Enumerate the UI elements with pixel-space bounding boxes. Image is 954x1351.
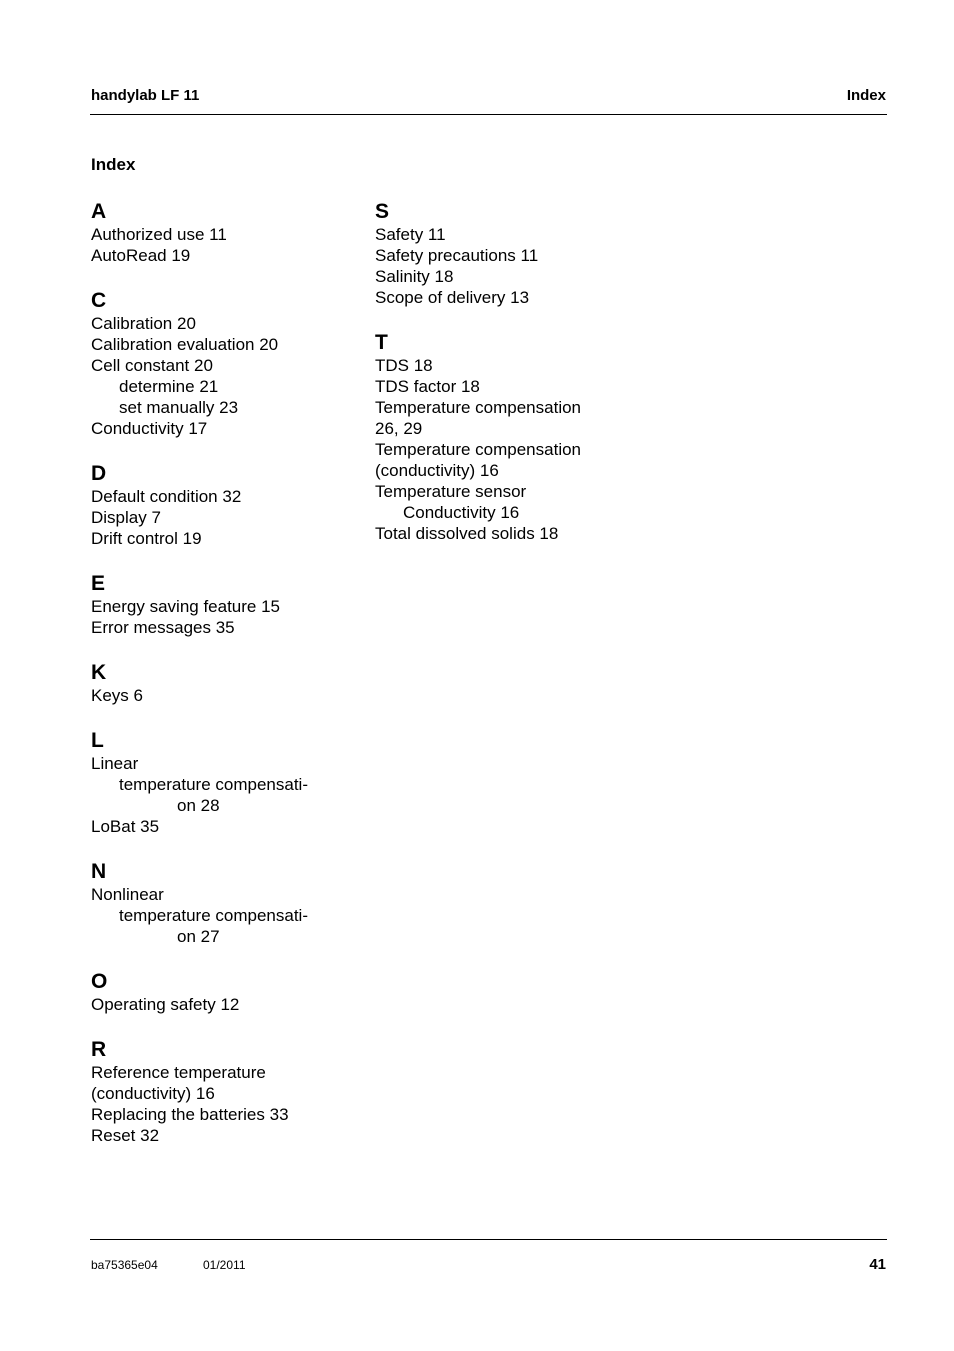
index-entry: Drift control 19: [91, 529, 202, 548]
index-entry: temperature compensati-: [119, 906, 308, 925]
index-entry: Nonlinear: [91, 885, 164, 904]
index-section: [91, 858, 341, 947]
index-entry: Error messages 35: [91, 618, 235, 637]
index-entry: Calibration evaluation 20: [91, 335, 279, 354]
index-entry: Calibration 20: [91, 314, 196, 333]
index-letter-heading: L: [91, 729, 104, 752]
index-entry: (conductivity) 16: [375, 461, 499, 480]
index-entry: TDS factor 18: [375, 377, 480, 396]
index-entry: temperature compensati-: [119, 775, 308, 794]
index-letter-heading: D: [91, 462, 107, 485]
index-letter-heading: O: [91, 970, 108, 993]
document-date: 01/2011: [203, 1258, 246, 1272]
index-letter-heading: C: [91, 289, 107, 312]
index-entry: Energy saving feature 15: [91, 597, 281, 616]
index-section: [91, 570, 341, 638]
index-entry: on 28: [177, 796, 220, 815]
index-entry: Default condition 32: [91, 487, 242, 506]
index-entry: Keys 6: [91, 686, 143, 705]
index-letter-heading: N: [91, 860, 107, 883]
index-letter-heading: R: [91, 1038, 107, 1061]
index-entry: Conductivity 17: [91, 419, 208, 438]
index-entry: Temperature compensation: [375, 440, 582, 459]
index-section: [91, 968, 341, 1015]
index-entry: Reference temperature: [91, 1063, 266, 1082]
index-entry: Scope of delivery 13: [375, 288, 530, 307]
index-letter-heading: K: [91, 661, 107, 684]
index-entry: (conductivity) 16: [91, 1084, 215, 1103]
index-entry: set manually 23: [119, 398, 239, 417]
index-section: [375, 329, 625, 544]
index-section: [91, 198, 341, 266]
index-section: [91, 460, 341, 549]
index-entry: Salinity 18: [375, 267, 454, 286]
index-entry: Safety precautions 11: [375, 246, 539, 265]
index-entry: Cell constant 20: [91, 356, 213, 375]
index-entry: AutoRead 19: [91, 246, 191, 265]
index-entry: Reset 32: [91, 1126, 160, 1145]
index-column-right: [375, 198, 625, 565]
index-entry: Conductivity 16: [403, 503, 520, 522]
index-entry: Authorized use 11: [91, 225, 227, 244]
index-column-left: [91, 198, 341, 1167]
index-section: [91, 1036, 341, 1146]
index-letter-heading: S: [375, 200, 390, 223]
index-entry: Replacing the batteries 33: [91, 1105, 289, 1124]
index-section: [375, 198, 625, 308]
index-letter-heading: E: [91, 572, 106, 595]
index-entry: TDS 18: [375, 356, 433, 375]
index-entry: Safety 11: [375, 225, 446, 244]
index-entry: Linear: [91, 754, 139, 773]
footer-rule: [90, 1239, 887, 1240]
index-entry: Temperature compensation: [375, 398, 582, 417]
index-entry: Display 7: [91, 508, 161, 527]
index-entry: Temperature sensor: [375, 482, 527, 501]
index-letter-heading: T: [375, 331, 388, 354]
index-entry: determine 21: [119, 377, 219, 396]
index-entry: LoBat 35: [91, 817, 160, 836]
index-letter-heading: A: [91, 200, 107, 223]
index-entry: Operating safety 12: [91, 995, 240, 1014]
index-entry: Total dissolved solids 18: [375, 524, 559, 543]
running-header-title: handylab LF 11: [91, 87, 200, 104]
running-header-section: Index: [846, 87, 886, 104]
index-section: [91, 727, 341, 837]
index-entry: on 27: [177, 927, 220, 946]
page-number: 41: [869, 1256, 886, 1273]
index-section: [91, 659, 341, 706]
page-title: Index: [91, 155, 136, 174]
index-section: [91, 287, 341, 439]
index-entry: 26, 29: [375, 419, 423, 438]
document-code: ba75365e04: [91, 1258, 158, 1272]
header-rule: [90, 114, 887, 115]
